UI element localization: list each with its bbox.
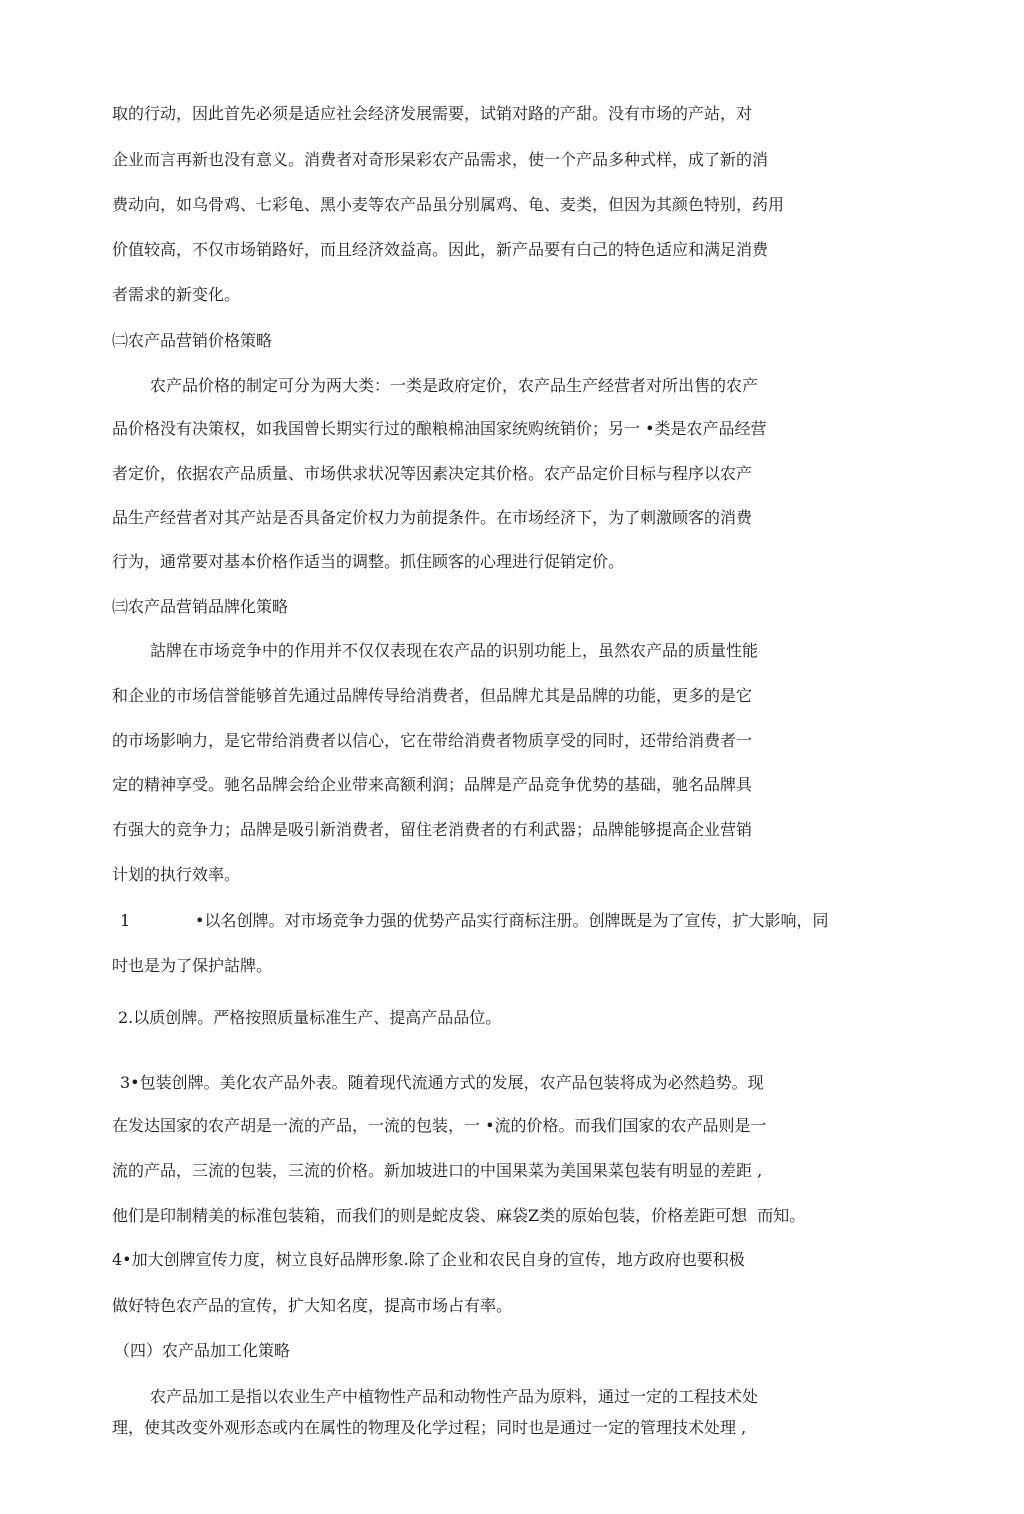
list-item-line: 2.以质创牌。严格按照质量标准生产、提高产品品位。: [118, 1008, 502, 1027]
list-item-line: 他们是印制精美的标准包装箱，而我们的则是蛇皮袋、麻袋Z类的原始包装，价格差距可想 而知。: [112, 1206, 806, 1225]
section-heading: ㈡农产品营销价格策略: [112, 331, 273, 350]
body-line: 詁牌在市场竞争中的作用并不仅仅表现在农产品的识别功能上，虽然农产品的质量性能: [150, 641, 759, 660]
body-line: 理，使其改变外观形态或内在属性的物理及化学过程；同时也是通过一定的管理技术处理 ,: [112, 1418, 747, 1437]
list-item-line: 吋也是为了保护詁牌。: [112, 956, 273, 975]
body-line: 企业而言再新也没有意义。消费者对奇形杲彩农产品需求，使一个产品多种式样，成了新的消: [112, 150, 769, 169]
body-line: 行为，通常要对基本价格作适当的调整。抓住顾客的心理进行促销定价。: [112, 552, 625, 571]
list-item-line: •以名创牌。对市场竞争力强的优势产品实行商标注册。创牌既是为了宣传，扩大影响，同: [195, 911, 829, 930]
body-line: 和企业的市场信誉能够首先通过品牌传导给消费者，但品牌尤其是品牌的功能，更多的是它: [112, 686, 753, 705]
body-line: 品生产经营者对其产站是否具备定价权力为前提条件。在市场经济下，为了刺激顾客的消费: [112, 508, 753, 527]
list-item-line: 4•加大创牌宣传力度，树立良好品牌形象.除了企业和农民自身的宣传，地方政府也要积极: [112, 1250, 745, 1269]
list-item-number: 1: [120, 911, 131, 930]
section-heading: ㈢农产品营销品牌化策略: [112, 597, 289, 616]
section-heading: （四）农产品加工化策略: [114, 1341, 291, 1360]
list-item-line: 在发达国家的农产胡是一流的产品，一流的包装，一 •流的价格。而我们国家的农产品则是一: [112, 1116, 767, 1135]
body-line: 价值较高，不仅市场销路好，而且经济效益高。因此，新产品要有白己的特色适应和满足消费: [112, 240, 769, 259]
body-line: 者需求的新变化。: [112, 285, 241, 304]
body-line: 费动向，如乌骨鸡、七彩龟、黑小麦等农产品虽分别属鸡、龟、麦类，但因为其颜色特别，药用: [112, 195, 785, 214]
body-line: 取的行动，因此首先必须是适应社会经济发展需要，试销对路的产甜。没有市场的产站，对: [112, 104, 753, 123]
body-line: 定的精神享受。驰名品牌会给企业带来高额利润；品牌是产品竞争优势的基础，驰名品牌具: [112, 775, 753, 794]
body-line: 品价格没有决策权，如我国曾长期实行过的酿粮棉油国家统购统销价；另一 •类是农产品经营: [112, 419, 767, 438]
list-item-line: 3•包装创牌。美化农产品外表。随着现代流通方式的发展，农产品包装将成为必然趋势。现: [120, 1073, 764, 1092]
body-line: 农产品价格的制定可分为两大类：一类是政府定价，农产品生产经营者对所出售的农产: [150, 376, 759, 395]
body-line: 农产品加工是指以农业生产中植物性产品和动物性产品为原料，通过一定的工程技术处: [150, 1387, 759, 1406]
body-line: 者定价，依据农产品质量、市场供求状况等因素决定其价格。农产品定价目标与程序以农产: [112, 464, 753, 483]
list-item-line: 流的产品，三流的包装，三流的价格。新加坡进口的中国果菜为美国果菜包装有明显的差距 ,: [112, 1161, 763, 1180]
body-line: 的市场影响力，是它带给消费者以信心，它在带给消费者物质享受的同时，还带给消费者一: [112, 731, 753, 750]
body-line: 计划的执行效率。: [112, 865, 241, 884]
list-item-line: 做好特色农产品的宣传，扩大知名度，提高市场占有率。: [112, 1296, 513, 1315]
body-line: 冇强大的竞争力；品牌是吸引新消费者，留住老消费者的冇利武器；品牌能够提高企业营销: [112, 820, 753, 839]
